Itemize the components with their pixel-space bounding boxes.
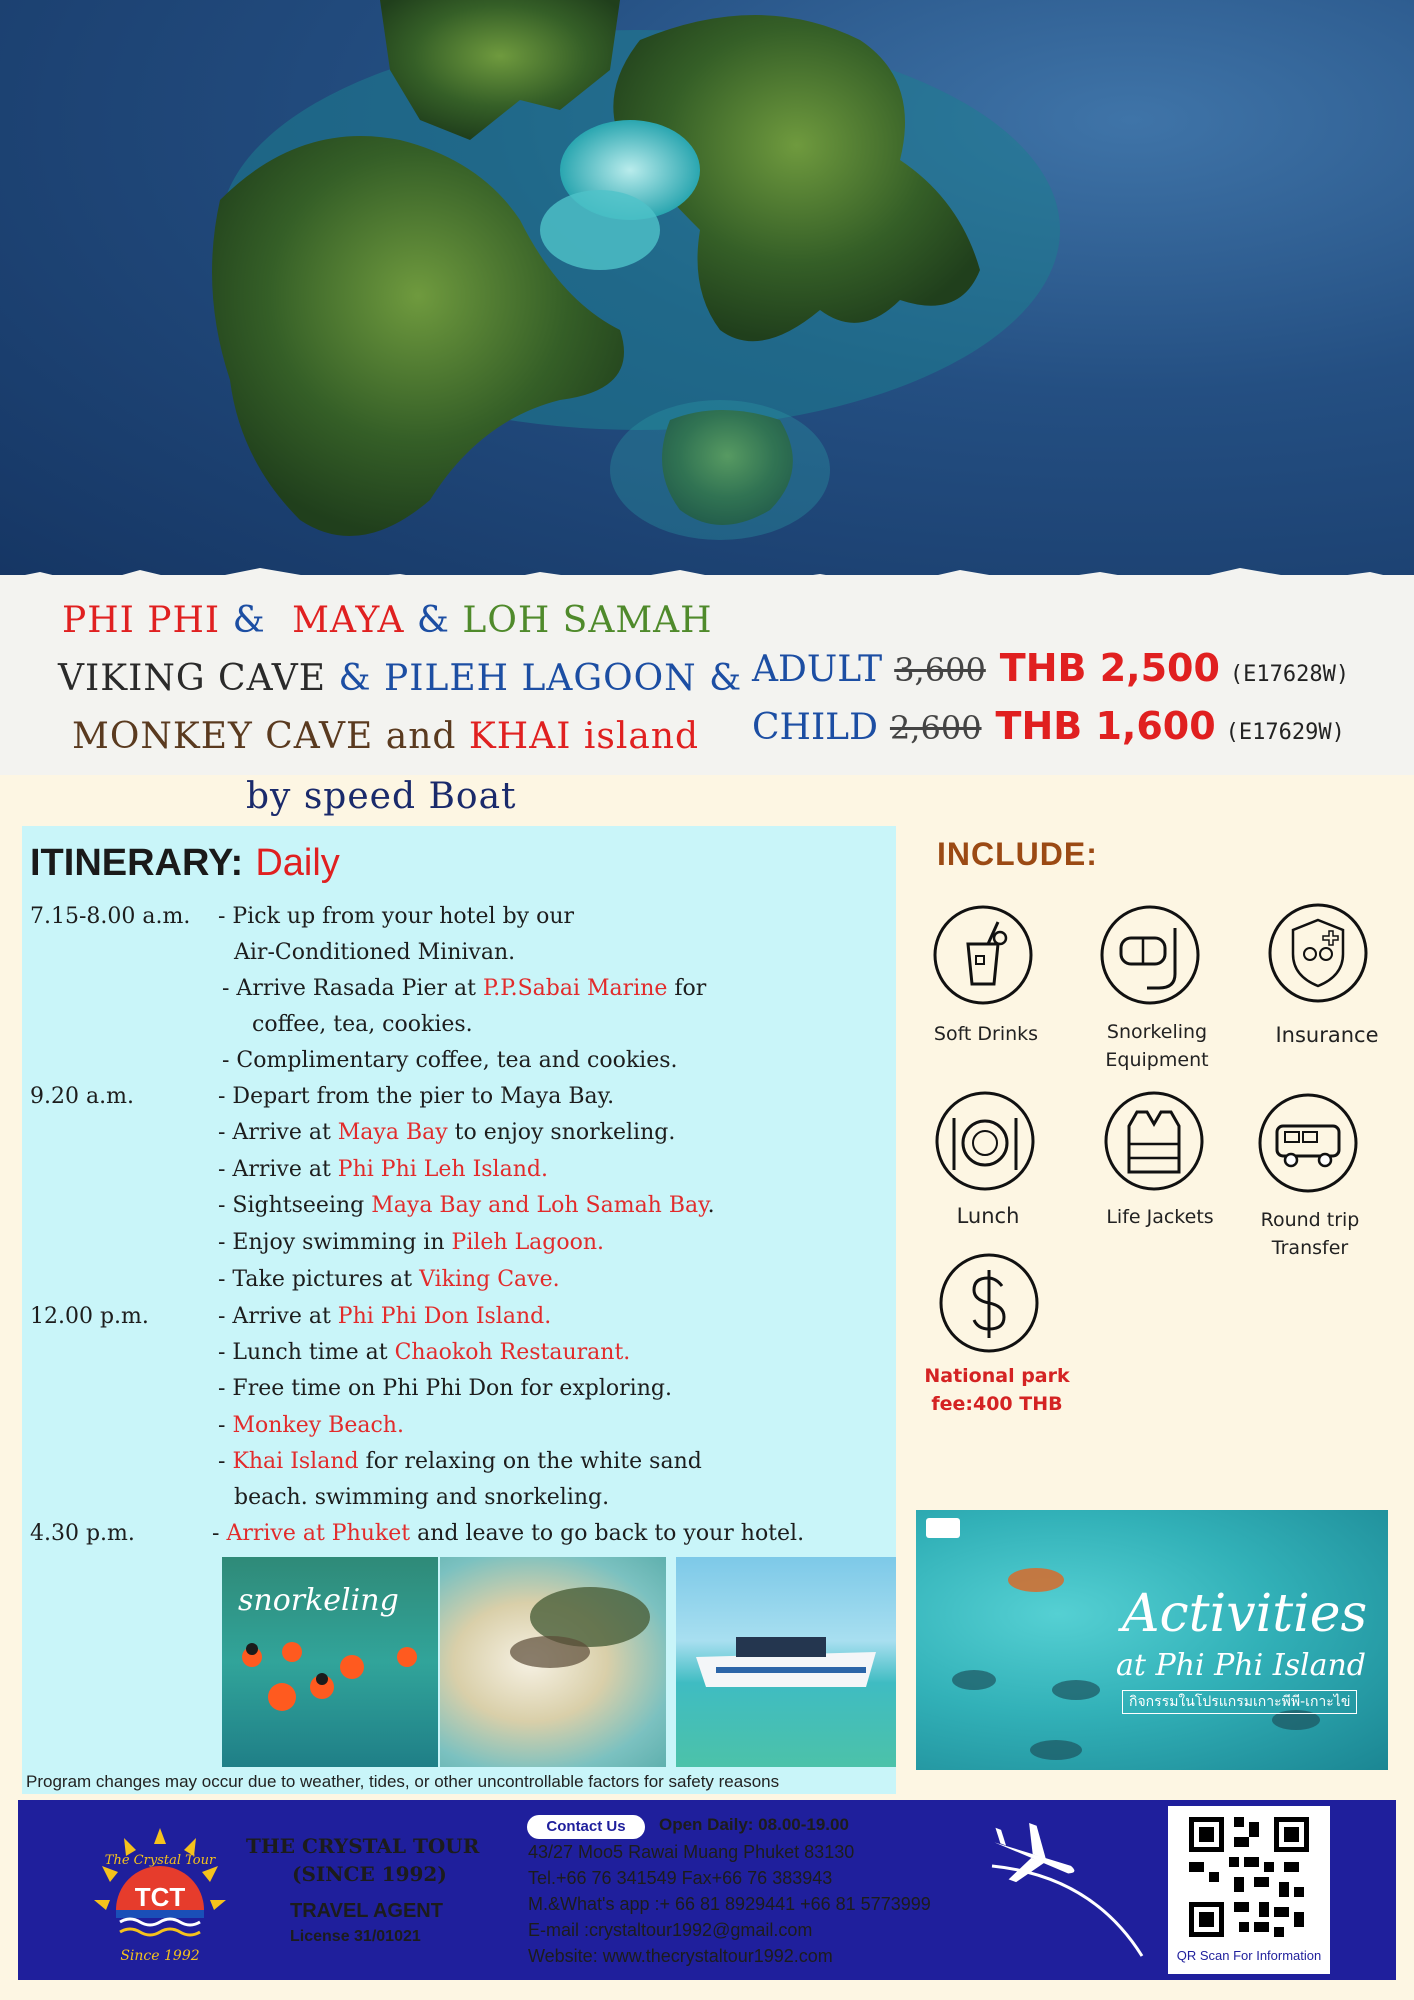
activities-thai-caption: กิจกรรมในโปรแกรมเกาะพีพี-เกาะไข่ (1122, 1690, 1357, 1714)
qr-code[interactable] (1184, 1812, 1314, 1942)
qr-caption: QR Scan For Information (1176, 1948, 1322, 1963)
time-label: 4.30 p.m. (30, 1521, 135, 1546)
include-label: Insurance (1275, 1023, 1379, 1047)
website-link[interactable]: Website: www.thecrystaltour1992.com (528, 1946, 833, 1966)
include-label: Lunch (956, 1204, 1020, 1228)
contact-us-badge: Contact Us (527, 1815, 645, 1839)
include-label: Round trip Transfer (1260, 1209, 1360, 1259)
itinerary-line: beach. swimming and snorkeling. (234, 1485, 610, 1510)
insurance-icon (1267, 902, 1369, 1004)
lunch-icon (934, 1090, 1036, 1192)
svg-text:TCT: TCT (134, 1882, 186, 1912)
airplane-icon (972, 1816, 1152, 1966)
itinerary-line: - Complimentary coffee, tea and cookies. (222, 1048, 678, 1073)
itinerary-heading: ITINERARY: Daily (30, 842, 340, 884)
email-link[interactable]: E-mail :crystaltour1992@gmail.com (528, 1920, 813, 1940)
opening-hours: Open Daily: 08.00-19.00 (659, 1815, 849, 1834)
price-child: CHILD 2,600 THB 1,600 (E17629W) (752, 704, 1345, 748)
price-adult: ADULT 3,600 THB 2,500 (E17628W) (752, 646, 1350, 690)
include-label: Snorkeling Equipment (1105, 1021, 1209, 1071)
telephone: Tel.+66 76 341549 Fax+66 76 383943 (528, 1868, 833, 1888)
include-label: Soft Drinks (933, 1023, 1039, 1045)
itinerary-line: - Free time on Phi Phi Don for exploring. (218, 1376, 672, 1401)
itinerary-line: - Arrive Rasada Pier at P.P.Sabai Marine for (222, 976, 707, 1001)
itinerary-line: - Depart from the pier to Maya Bay. (218, 1084, 615, 1109)
life-jacket-icon (1103, 1090, 1205, 1192)
itinerary-line: - Sightseeing Maya Bay and Loh Samah Bay. (218, 1193, 715, 1218)
license-number: License 31/01021 (290, 1928, 421, 1945)
company-logo (80, 1822, 240, 1972)
itinerary-line: - Pick up from your hotel by our (218, 904, 575, 929)
time-label: 7.15-8.00 a.m. (30, 904, 191, 929)
title-line-1: PHI PHI & MAYA & LOH SAMAH (62, 600, 713, 641)
soft-drink-icon (932, 904, 1034, 1006)
company-since: (SINCE 1992) (292, 1862, 447, 1886)
itinerary-line: Air-Conditioned Minivan. (234, 940, 516, 965)
disclaimer-note: Program changes may occur due to weather, tides, or other uncontrollable factors for safety reasons (26, 1772, 780, 1791)
itinerary-line: - Arrive at Phi Phi Leh Island. (218, 1157, 548, 1182)
include-label: Life Jackets (1106, 1206, 1214, 1228)
van-icon (1257, 1092, 1359, 1194)
activities-title: Activities (1122, 1584, 1368, 1644)
itinerary-line: - Arrive at Phi Phi Don Island. (218, 1304, 552, 1329)
qr-code-panel[interactable] (1168, 1806, 1330, 1974)
itinerary-line: - Monkey Beach. (218, 1413, 404, 1438)
svg-text:Since 1992: Since 1992 (120, 1948, 200, 1964)
title-line-3: MONKEY CAVE and KHAI island (72, 716, 700, 757)
itinerary-line: coffee, tea, cookies. (252, 1012, 473, 1037)
itinerary-line: - Take pictures at Viking Cave. (218, 1267, 560, 1292)
snorkel-icon (1099, 904, 1201, 1006)
itinerary-line: - Lunch time at Chaokoh Restaurant. (218, 1340, 631, 1365)
photo-caption: snorkeling (238, 1583, 399, 1618)
activities-subtitle: at Phi Phi Island (1116, 1648, 1367, 1683)
itinerary-line: - Arrive at Phuket and leave to go back to your hotel. (212, 1521, 805, 1546)
time-label: 9.20 a.m. (30, 1084, 134, 1109)
svg-text:The Crystal Tour: The Crystal Tour (104, 1853, 216, 1868)
time-label: 12.00 p.m. (30, 1304, 149, 1329)
speedboat-photo (676, 1557, 896, 1767)
address: 43/27 Moo5 Rawai Muang Phuket 83130 (528, 1842, 855, 1862)
hero-aerial-photo (0, 0, 1414, 600)
itinerary-line: - Enjoy swimming in Pileh Lagoon. (218, 1230, 605, 1255)
itinerary-line: - Arrive at Maya Bay to enjoy snorkeling. (218, 1120, 676, 1145)
dollar-icon (938, 1252, 1040, 1354)
beach-photo (440, 1557, 666, 1767)
whatsapp[interactable]: M.&What's app :+ 66 81 8929441 +66 81 5773999 (528, 1894, 931, 1914)
activities-photo (916, 1510, 1388, 1770)
national-park-fee: National park fee:400 THB (924, 1365, 1070, 1415)
title-line-2: VIKING CAVE & PILEH LAGOON & (58, 658, 743, 699)
itinerary-line: - Khai Island for relaxing on the white sand (218, 1449, 702, 1474)
company-name: THE CRYSTAL TOUR (246, 1834, 480, 1858)
include-heading: INCLUDE: (937, 836, 1098, 872)
snorkeling-photo (222, 1557, 438, 1767)
title-line-4: by speed Boat (246, 776, 517, 817)
travel-agent-label: TRAVEL AGENT (290, 1900, 443, 1922)
